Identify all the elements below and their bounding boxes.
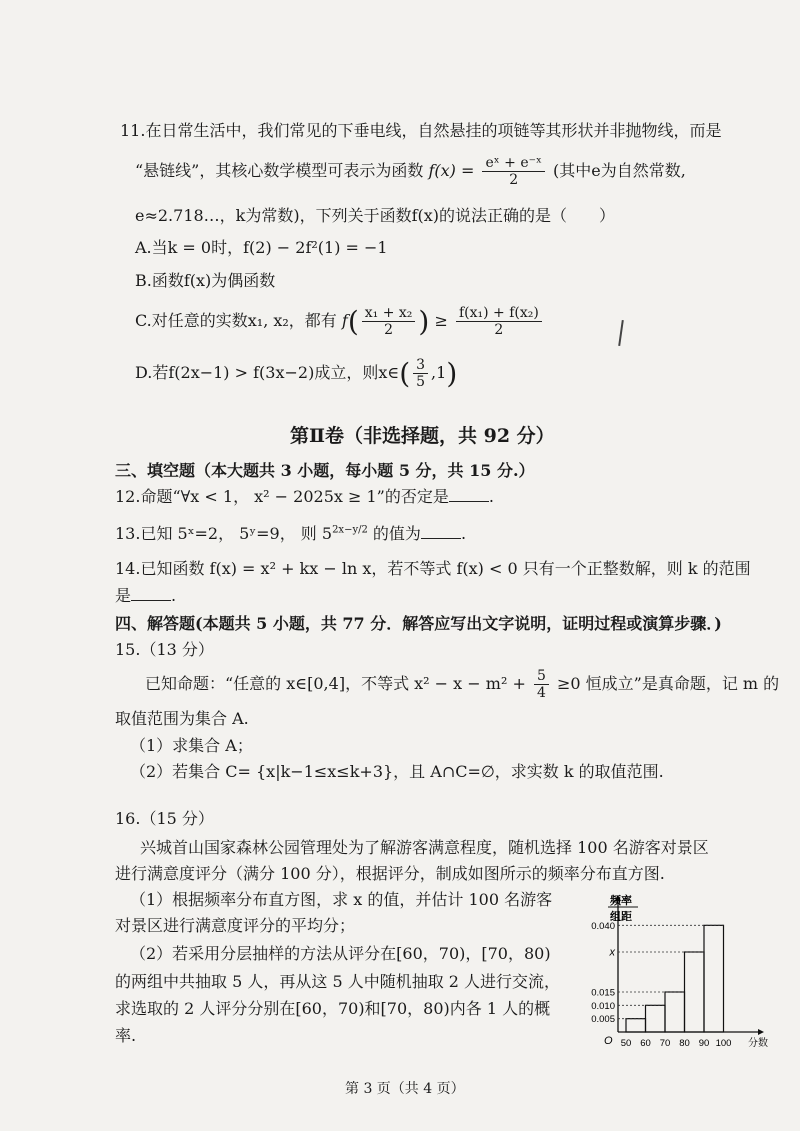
q12 xyxy=(115,484,494,507)
q16-part2a: （2）若采用分层抽样的方法从评分在[60，70)，[70，80) xyxy=(130,944,551,963)
q15-line1-post: ≥0 恒成立”是真命题，记 m 的 xyxy=(556,674,780,693)
q11-option-a: A.当k = 0时，f(2) − 2f²(1) = −1 xyxy=(135,238,388,257)
y-tick-label: 0.010 xyxy=(591,1000,615,1012)
q11-option-d-post: ,1 xyxy=(431,363,447,382)
x-tick-label: 70 xyxy=(659,1038,671,1049)
sec4-heading: 四、解答题(本题共 5 小题，共 77 分．解答应写出文字说明，证明过程或演算步骤．) xyxy=(115,614,722,633)
q16-part2c: 求选取的 2 人评分分别在[60，70)和[70，80)内各 1 人的概 xyxy=(115,999,551,1018)
q13-text: 13.已知 5ˣ=2， 5ʸ=9， 则 5 xyxy=(115,524,333,543)
q11-option-c: C.对任意的实数x₁, x₂，都有 f( $\frac{\text{x₁ + x₂}}{2}$ ) ≥ $\frac{\text{f(x₁) + f(x₂)}}{2}$ xyxy=(135,305,545,338)
pen-mark xyxy=(618,320,624,346)
q15-title: 15.（13 分） xyxy=(115,640,214,659)
q11-line2-text: “悬链线”，其核心数学模型可表示为函数 xyxy=(135,161,424,180)
y-tick-label: 0.040 xyxy=(591,920,615,932)
x-axis-arrow xyxy=(758,1029,764,1035)
q11-function-f: f(x) = xyxy=(428,161,475,180)
q16-part2b: 的两组中共抽取 5 人，再从这 5 人中随机抽取 2 人进行交流， xyxy=(115,972,561,991)
sec3-heading: 三、填空题（本大题共 3 小题，每小题 5 分，共 15 分.） xyxy=(115,461,535,480)
q12-end: . xyxy=(488,487,494,506)
q15-line2: 取值范围为集合 A. xyxy=(115,709,249,728)
y-tick-label: 0.015 xyxy=(591,987,615,999)
q16-line1: 兴城首山国家森林公园管理处为了解游客满意程度，随机选择 100 名游客对景区 xyxy=(140,838,709,857)
q11-option-c-frac1 xyxy=(362,305,416,338)
q11-option-c-ge: ≥ xyxy=(434,311,448,330)
q11-option-c-f: f xyxy=(341,311,348,330)
q13-end: . xyxy=(460,524,467,543)
q15-line1-text: 已知命题：“任意的 x∈[0,4]，不等式 x² − x − m² + xyxy=(145,674,526,693)
q13-blank xyxy=(421,524,461,539)
q11-option-c-text: C.对任意的实数x₁, x₂，都有 xyxy=(135,311,337,330)
q11-option-c-num1: x₁ + x₂ xyxy=(362,305,416,322)
q14-blank xyxy=(131,586,171,601)
q11-option-d: D.若f(2x−1) > f(3x−2)成立，则x∈( $\frac{3}{5}$ ,1) xyxy=(135,357,458,390)
q11-option-b: B.函数f(x)为偶函数 xyxy=(135,271,276,290)
q15-fraction xyxy=(534,668,549,701)
q16-title: 16.（15 分） xyxy=(115,809,214,828)
q11-line1: 11.在日常生活中，我们常见的下垂电线，自然悬挂的项链等其形状并非抛物线，而是 xyxy=(120,121,722,140)
q14-line2 xyxy=(115,583,176,606)
q11-option-c-num2: f(x₁) + f(x₂) xyxy=(456,305,542,322)
q11-catenary-fraction xyxy=(482,155,544,188)
q14-end: . xyxy=(171,586,177,605)
q11-line2-post: (其中e为自然常数, xyxy=(553,161,686,180)
histogram-bar xyxy=(646,1005,666,1032)
q15-part1: （1）求集合 A； xyxy=(130,736,253,755)
q11-option-c-den1: 2 xyxy=(384,322,394,338)
x-tick-label: 100 xyxy=(715,1038,732,1049)
histogram-bar xyxy=(685,952,705,1032)
q11-frac-num: eˣ + e⁻ˣ xyxy=(482,155,544,172)
q16-line2: 进行满意度评分（满分 100 分），根据评分，制成如图所示的频率分布直方图. xyxy=(115,864,665,883)
q11-line2 xyxy=(135,155,686,188)
y-axis-label-top: 频率 xyxy=(610,895,632,907)
q13-post: 的值为 xyxy=(372,524,421,543)
x-tick-label: 60 xyxy=(640,1038,651,1049)
frequency-histogram xyxy=(560,892,770,1067)
q13-exponent: 2x−y/2 xyxy=(332,524,368,536)
q14-line2-text: 是 xyxy=(115,586,132,605)
q16-part1b: 对景区进行满意度评分的平均分； xyxy=(115,916,356,935)
q11-option-d-frac xyxy=(413,357,428,390)
x-tick-label: 90 xyxy=(698,1038,710,1049)
q13 xyxy=(115,521,466,544)
q16-part1a: （1）根据频率分布直方图，求 x 的值，并估计 100 名游客 xyxy=(130,890,553,909)
part2-title: 第Ⅱ卷（非选择题，共 92 分） xyxy=(290,425,555,447)
histogram-bar xyxy=(704,925,724,1032)
q11-frac-den: 2 xyxy=(509,172,519,188)
histogram-bar xyxy=(665,992,685,1032)
q15-line1 xyxy=(145,668,779,701)
y-axis-label-bottom: 组距 xyxy=(610,911,632,923)
q14-line1: 14.已知函数 f(x) = x² + kx − ln x，若不等式 f(x) < 0 只有一个正整数解，则 k 的范围 xyxy=(115,559,751,578)
q15-part2: （2）若集合 C= {x|k−1≤x≤k+3}，且 A∩C=∅，求实数 k 的取值范围. xyxy=(130,762,664,781)
x-tick-label: 80 xyxy=(679,1038,690,1049)
q11-option-c-den2: 2 xyxy=(494,322,504,338)
origin-label: O xyxy=(604,1035,613,1047)
y-tick-label: 0.005 xyxy=(591,1014,615,1026)
x-tick-label: 50 xyxy=(620,1038,632,1049)
q11-line3: e≈2.718…，k为常数)，下列关于函数f(x)的说法正确的是（ ） xyxy=(135,206,616,225)
x-axis-label: 分数 xyxy=(748,1038,768,1049)
q16-part2d: 率. xyxy=(115,1026,137,1045)
histogram-bar xyxy=(626,1019,646,1032)
q12-blank xyxy=(449,487,489,502)
q11-option-d-num: 3 xyxy=(413,357,428,374)
q11-option-d-den: 5 xyxy=(416,374,426,390)
q15-frac-num: 5 xyxy=(534,668,549,685)
q11-option-d-text: D.若f(2x−1) > f(3x−2)成立，则x∈ xyxy=(135,363,400,382)
q11-option-c-frac2 xyxy=(456,305,542,338)
y-tick-label: x xyxy=(609,946,615,959)
q15-frac-den: 4 xyxy=(536,685,546,701)
page-footer: 第 3 页（共 4 页） xyxy=(345,1081,465,1097)
q12-text: 12.命题“∀x < 1， x² − 2025x ≥ 1”的否定是 xyxy=(115,487,449,506)
